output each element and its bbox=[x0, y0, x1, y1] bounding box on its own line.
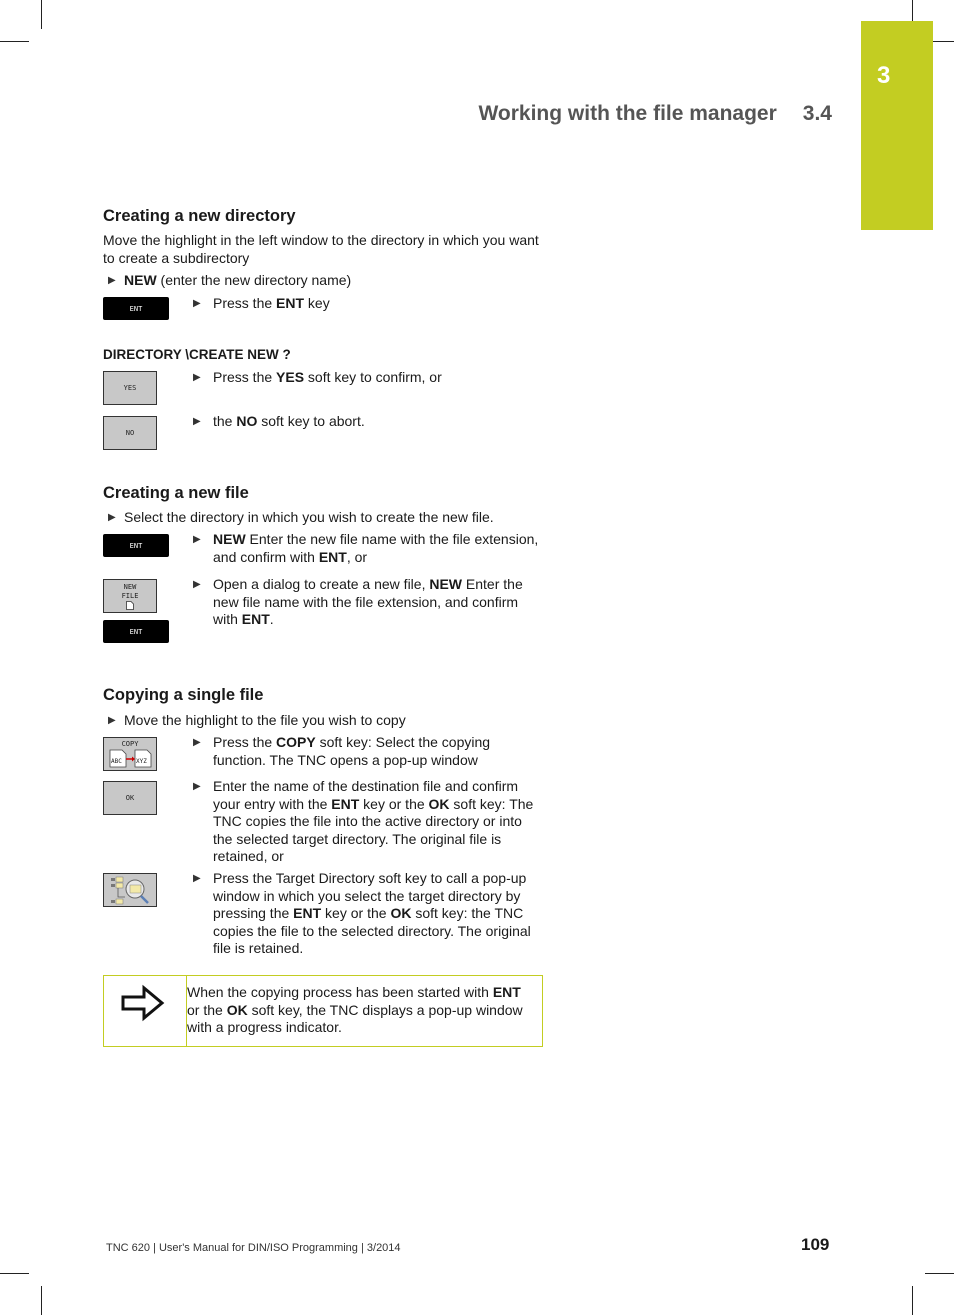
bullet-arrow-icon: ▶ bbox=[193, 737, 201, 748]
step-text: key or the bbox=[359, 795, 429, 812]
key-label: FILE bbox=[121, 591, 139, 600]
step-text: Press the bbox=[213, 734, 277, 750]
bullet-arrow-icon: ▶ bbox=[108, 275, 116, 286]
step-text: Select the directory in which you wish to create the new file. bbox=[124, 509, 494, 525]
new-directory-step-1 bbox=[108, 272, 548, 290]
heading-new-file: Creating a new file bbox=[103, 484, 249, 502]
bullet-arrow-icon: ▶ bbox=[108, 512, 116, 523]
ok-softkey[interactable] bbox=[103, 781, 157, 815]
crop-mark bbox=[912, 1286, 913, 1315]
document-icon bbox=[126, 601, 134, 610]
heading-copy-file: Copying a single file bbox=[103, 686, 264, 704]
key-name: COPY bbox=[276, 734, 316, 750]
key-label: ENT bbox=[129, 541, 143, 550]
copy-step-3 bbox=[193, 778, 543, 866]
new-directory-step-3 bbox=[193, 369, 543, 387]
crop-mark bbox=[912, 0, 913, 21]
yes-softkey[interactable] bbox=[103, 371, 157, 405]
target-directory-softkey[interactable] bbox=[103, 873, 157, 907]
chapter-number: 3 bbox=[877, 62, 891, 89]
crop-mark bbox=[0, 41, 29, 42]
svg-text:ABC: ABC bbox=[111, 758, 122, 765]
heading-new-directory: Creating a new directory bbox=[103, 207, 296, 225]
bullet-arrow-icon: ▶ bbox=[193, 873, 201, 884]
step-text: , or bbox=[346, 548, 368, 565]
new-file-step-1 bbox=[108, 509, 548, 527]
step-text: Move the highlight to the file you wish to copy bbox=[124, 712, 406, 728]
new-file-step-3 bbox=[193, 576, 543, 629]
no-softkey[interactable] bbox=[103, 416, 157, 450]
copy-files-icon bbox=[106, 748, 154, 768]
new-directory-step-2 bbox=[193, 295, 543, 313]
crop-mark bbox=[0, 1273, 29, 1274]
copy-step-2 bbox=[193, 734, 543, 769]
step-text: key or the bbox=[321, 905, 391, 922]
bullet-arrow-icon: ▶ bbox=[108, 715, 116, 726]
step-text: soft key: the TNC copies the file to the selected directory. The original file is retained. bbox=[213, 905, 531, 957]
new-directory-intro: Move the highlight in the left window to the directory in which you want to create a subdirectory bbox=[103, 232, 539, 266]
step-text: Open a dialog to create a new file, bbox=[213, 576, 430, 592]
key-label: NO bbox=[125, 429, 135, 437]
key-name: ENT bbox=[331, 795, 360, 812]
step-text: the bbox=[213, 413, 237, 429]
bullet-arrow-icon: ▶ bbox=[193, 298, 201, 309]
key-name: OK bbox=[428, 795, 450, 812]
step-text: soft key to confirm, or bbox=[304, 369, 442, 385]
key-name: ENT bbox=[241, 611, 270, 628]
key-name: ENT bbox=[492, 984, 521, 1000]
step-text: (enter the new directory name) bbox=[156, 272, 352, 288]
bullet-arrow-icon: ▶ bbox=[193, 416, 201, 427]
crop-mark bbox=[41, 1286, 42, 1315]
key-name: ENT bbox=[276, 295, 305, 311]
svg-text:XYZ: XYZ bbox=[136, 758, 147, 765]
right-arrow-note-icon bbox=[120, 984, 166, 1022]
step-text: soft key to abort. bbox=[257, 413, 365, 429]
note-text-part: or the bbox=[187, 1001, 227, 1018]
running-header bbox=[478, 102, 832, 126]
bullet-arrow-icon: ▶ bbox=[193, 534, 201, 545]
copy-softkey[interactable] bbox=[103, 737, 157, 771]
dialog-prompt: DIRECTORY \CREATE NEW ? bbox=[103, 347, 291, 362]
step-text: Enter the new file name with the file extension, and confirm with bbox=[213, 576, 523, 628]
key-name: ENT bbox=[293, 905, 322, 922]
key-label: ENT bbox=[129, 304, 143, 313]
note-text bbox=[187, 984, 527, 1037]
step-text: Enter the new file name with the file extension, and confirm with bbox=[213, 531, 539, 565]
header-title: Working with the file manager bbox=[478, 102, 777, 125]
key-label: NEW bbox=[123, 582, 137, 591]
footer-text: TNC 620 | User's Manual for DIN/ISO Programming | 3/2014 bbox=[106, 1242, 401, 1254]
note-text-part: When the copying process has been started with bbox=[187, 984, 493, 1000]
step-text: soft key: Select the copying function. The TNC opens a pop-up window bbox=[213, 734, 491, 768]
step-text: Press the Target Directory soft key to call a pop-up window in which you select the target directory by pressing the bbox=[213, 870, 527, 922]
new-file-softkey[interactable] bbox=[103, 579, 157, 613]
note-box bbox=[103, 975, 543, 1047]
key-name: NEW bbox=[429, 576, 463, 592]
key-name: NEW bbox=[213, 531, 246, 547]
step-text: soft key: The TNC copies the file into the active directory or into the selected target directory. The original file is retained, or bbox=[213, 795, 534, 865]
bullet-arrow-icon: ▶ bbox=[193, 781, 201, 792]
note-text-part: soft key, the TNC displays a pop-up window with a progress indicator. bbox=[187, 1001, 523, 1036]
key-name: OK bbox=[226, 1001, 248, 1018]
step-text: key bbox=[304, 295, 330, 311]
step-text: Press the bbox=[213, 369, 277, 385]
new-file-step-2 bbox=[193, 531, 543, 566]
bullet-arrow-icon: ▶ bbox=[193, 579, 201, 590]
step-text: Press the bbox=[213, 295, 277, 311]
ent-key[interactable] bbox=[103, 620, 169, 643]
key-name: ENT bbox=[318, 548, 347, 565]
crop-mark bbox=[933, 41, 954, 42]
key-label: COPY bbox=[121, 740, 139, 748]
key-name: YES bbox=[276, 369, 305, 385]
key-label: ENT bbox=[129, 627, 143, 636]
folder-search-icon bbox=[105, 874, 155, 906]
page-number: 109 bbox=[801, 1235, 830, 1254]
step-text: . bbox=[269, 611, 274, 628]
key-name: NO bbox=[236, 413, 258, 429]
ent-key[interactable] bbox=[103, 297, 169, 320]
key-name: OK bbox=[390, 905, 412, 922]
new-directory-step-4 bbox=[193, 413, 543, 431]
header-section: 3.4 bbox=[802, 102, 832, 125]
key-name: NEW bbox=[124, 272, 157, 288]
crop-mark bbox=[925, 1273, 954, 1274]
copy-step-1 bbox=[108, 712, 548, 730]
ent-key[interactable] bbox=[103, 534, 169, 557]
key-label: OK bbox=[125, 794, 135, 802]
chapter-tab bbox=[861, 21, 933, 230]
bullet-arrow-icon: ▶ bbox=[193, 372, 201, 383]
key-label: YES bbox=[123, 384, 137, 392]
step-text: Enter the name of the destination file and confirm your entry with the bbox=[213, 778, 519, 812]
copy-step-4 bbox=[193, 870, 543, 958]
crop-mark bbox=[41, 0, 42, 29]
